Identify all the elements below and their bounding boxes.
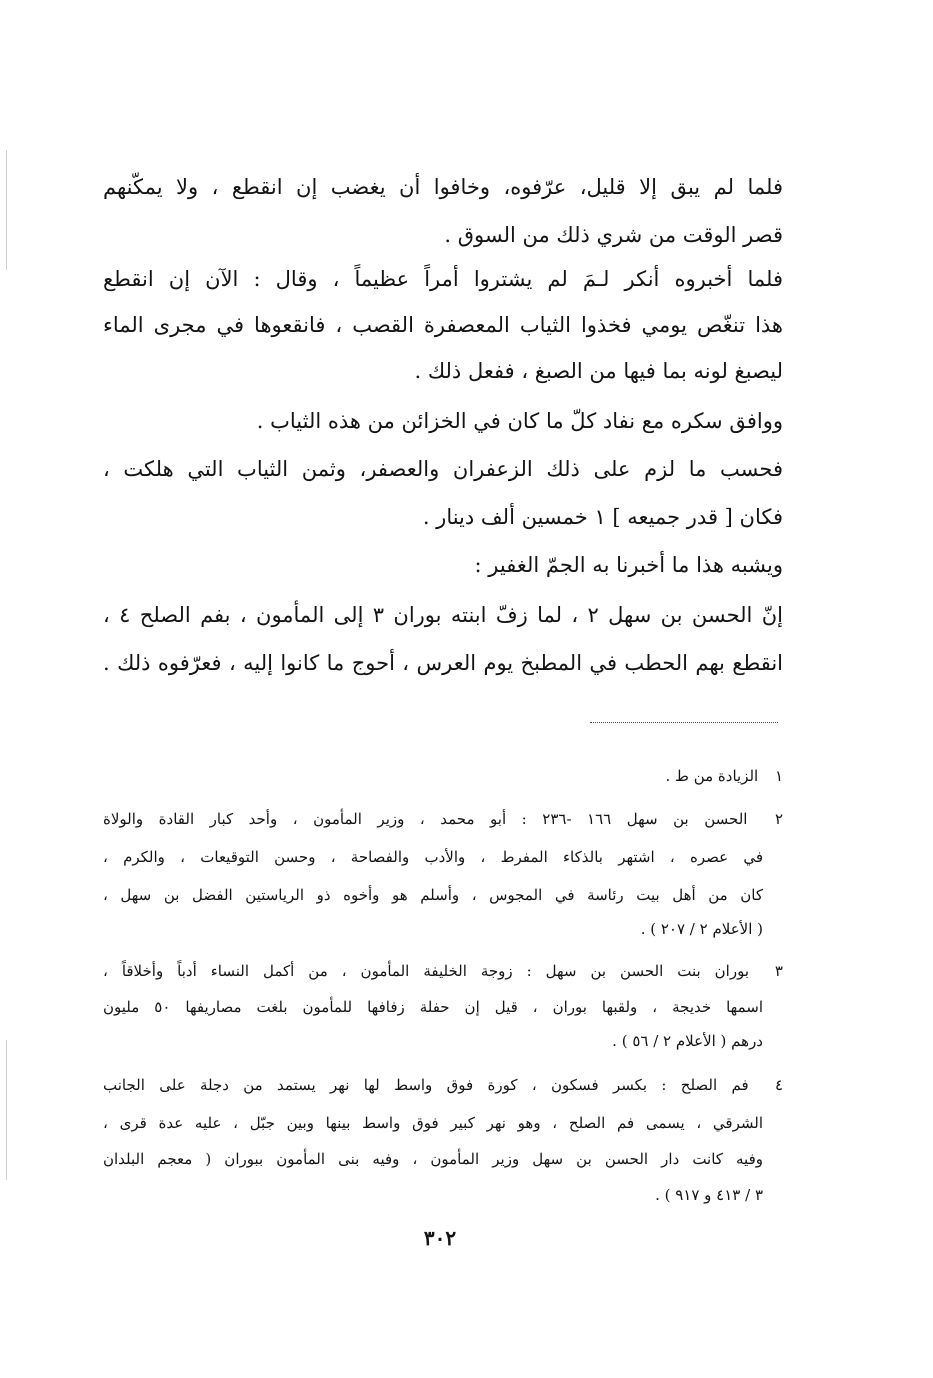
footnote-line <box>666 765 783 787</box>
footnote-text: الزيادة من ط . <box>665 767 759 785</box>
footnote-line: ( الأعلام ٢ / ٢٠٧ ) . <box>640 920 763 938</box>
page-number: ٣٠٢ <box>423 1226 457 1250</box>
main-text-line: انقطع بهم الحطب في المطبخ يوم العرس ، أحوج ما كانوا إليه ، فعرّفوه ذلك . <box>103 651 783 675</box>
footnote-text: فم الصلح : بكسر فسكون ، كورة فوق واسط لها نهر يستمد من دجلة على الجانب <box>103 1076 749 1094</box>
footnote-text: الحسن بن سهل ١٦٦ -٢٣٦ : أبو محمد ، وزير المأمون ، وأحد كبار القادة والولاة <box>103 810 748 828</box>
main-text-line: ليصبغ لونه بما فيها من الصبغ ، ففعل ذلك . <box>414 359 783 383</box>
footnote-number: ٤ <box>774 1076 783 1094</box>
footnote-line <box>103 1074 783 1096</box>
footnote-number: ١ <box>774 767 783 785</box>
main-text-line: هذا تنغّص يومي فخذوا الثياب المعصفرة القصب ، فانقعوها في مجرى الماء <box>103 313 783 337</box>
footnote-line: الشرقي ، يسمى فم الصلح ، وهو نهر كبير فوق واسط بينها وبين جبّل ، عليه عدة قرى ، <box>103 1114 763 1132</box>
scan-edge-mark <box>6 1040 7 1180</box>
footnote-number: ٢ <box>774 810 783 828</box>
footnote-text: بوران بنت الحسن بن سهل : زوجة الخليفة المأمون ، من أكمل النساء أدباً وأخلاقاً ، <box>103 962 749 980</box>
footnote-line: في عصره ، اشتهر بالذكاء المفرط ، والأدب والفصاحة ، وحسن التوقيعات ، والكرم ، <box>103 848 763 866</box>
footnote-line <box>103 808 783 830</box>
footnote-divider <box>590 722 778 723</box>
main-text-line: ووافق سكره مع نفاد كلّ ما كان في الخزائن من هذه الثياب . <box>256 409 783 433</box>
scan-edge-mark <box>6 150 7 270</box>
main-text-line: قصر الوقت من شري ذلك من السوق . <box>444 223 783 247</box>
main-text-line: فلما أخبروه أنكر لـمَ لم يشتروا أمراً عظيماً ، وقال : الآن إن انقطع <box>103 267 783 291</box>
main-text-line: ويشبه هذا ما أخبرنا به الجمّ الغفير : <box>474 553 783 577</box>
main-text-line: فكان [ قدر جميعه ] ١ خمسين ألف دينار . <box>422 505 783 529</box>
footnote-line: ٣ / ٤١٣ و ٩١٧ ) . <box>655 1186 763 1204</box>
footnote-line: وفيه كانت دار الحسن بن سهل وزير المأمون ، وفيه بنى المأمون ببوران ( معجم البلدان <box>103 1150 763 1168</box>
footnote-line: اسمها خديجة ، ولقبها بوران ، قيل إن حفلة زفافها للمأمون بلغت مصاريفها ٥٠ مليون <box>103 998 764 1016</box>
footnote-number: ٣ <box>774 962 783 980</box>
footnote-line: درهم ( الأعلام ٢ / ٥٦ ) . <box>612 1032 763 1050</box>
main-text-line: فحسب ما لزم على ذلك الزعفران والعصفر، وثمن الثياب التي هلكت ، <box>103 457 783 481</box>
footnote-line: كان من أهل بيت رئاسة في المجوس ، وأسلم هو وأخوه ذو الرياستين الفضل بن سهل ، <box>103 886 763 904</box>
main-text-line: فلما لم يبق إلا قليل، عرّفوه، وخافوا أن يغضب إن انقطع ، ولا يمكّنهم <box>103 175 783 199</box>
main-text-line: إنّ الحسن بن سهل ٢ ، لما زفّ ابنته بوران ٣ إلى المأمون ، بفم الصلح ٤ ، <box>103 603 783 627</box>
footnote-line <box>103 960 783 982</box>
